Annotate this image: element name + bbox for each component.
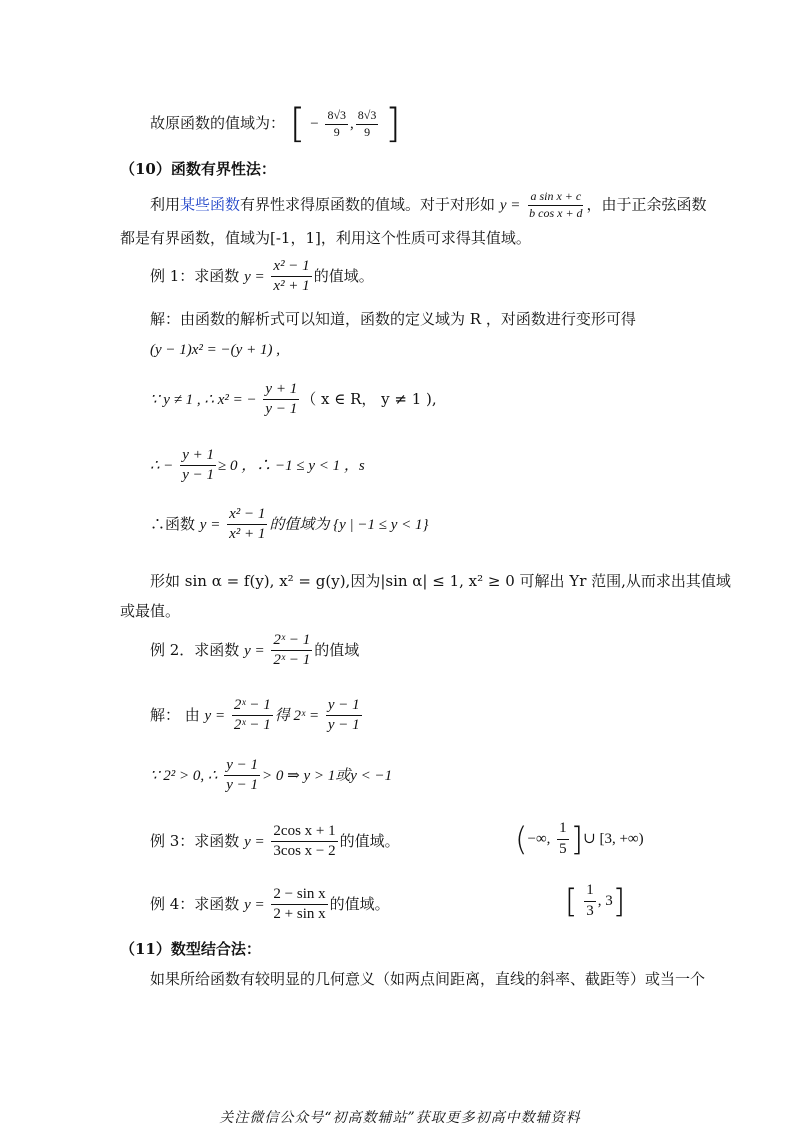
page-footer: 关注微信公众号“初高数辅站”获取更多初高中数辅资料: [219, 1110, 581, 1126]
form-note-line2: 或最值。: [120, 602, 181, 620]
example-3-answer: (−∞, $\frac{1}{5}$ ]∪ [3, +∞): [515, 820, 644, 858]
solution-1-line2: (y − 1)x² = −(y + 1) ,: [150, 342, 280, 358]
fraction: $\frac{y - 1}{y - 1}$: [226, 757, 259, 794]
fraction: $\frac{\text{x² − 1}}{\text{x² + 1}}$: [273, 258, 310, 295]
right-bracket: ]: [385, 101, 401, 147]
fraction: $\frac{\text{x² − 1}}{\text{x² + 1}}$: [229, 506, 266, 543]
fraction: $\frac{\text{2cos x + 1}}{\text{3cos x − 2}}$: [273, 823, 336, 860]
range-result-label: 故原函数的值域为：: [150, 114, 286, 132]
solution-2-line2: ∵ 2² > 0, ∴ $\frac{y - 1}{y - 1}$ > 0 ⇒ y > 1或y < −1: [150, 757, 393, 794]
solution-1-line5: ∴函数 y = $\frac{\text{x² − 1}}{\text{x² + 1}}$ 的值域为 {y | −1 ≤ y < 1}: [150, 506, 429, 543]
example-4-answer: [ $\frac{1}{3}$ , 3]: [565, 882, 626, 920]
example-4: 例 4：求函数 y = $\frac{\text{2 − sin x}}{\text{2 + sin x}}$ 的值域。: [150, 886, 390, 923]
fraction: $\frac{1}{5}$: [559, 820, 567, 857]
solution-2-line1: 解： 由 y = $\frac{\text{2ˣ − 1}}{\text{2ˣ − 1}}$ 得 2ˣ = $\frac{y - 1}{y - 1}$: [150, 697, 360, 734]
solution-1-line3: ∵ y ≠ 1 , ∴ x² = − $\frac{y + 1}{y - 1}$ （ x ∈ R， y ≠ 1 ),: [150, 381, 437, 418]
solution-1-line4: ∴ − $\frac{y + 1}{y - 1}$ ≥ 0 ，∴ −1 ≤ y < 1 ，s: [150, 447, 365, 484]
fraction: $\frac{\text{a sin x + c}}{\text{b cos x + d}}$: [529, 189, 583, 220]
example-2: 例 2．求函数 y = $\frac{\text{2ˣ − 1}}{\text{2ˣ − 1}}$ 的值域: [150, 632, 360, 669]
example-3: 例 3：求函数 y = $\frac{\text{2cos x + 1}}{\text{3cos x − 2}}$ 的值域。: [150, 823, 400, 860]
left-bracket: [: [289, 101, 306, 147]
example-1: 例 1：求函数 y = $\frac{\text{x² − 1}}{\text{x² + 1}}$ 的值域。: [150, 258, 374, 295]
section-10-title: （10）函数有界性法：: [120, 160, 276, 178]
sec10-line1: 利用某些函数有界性求得原函数的值域。对于对形如 y = $\frac{\text{a sin x + c}}{\text{b cos x + d}}$ ，由于正余弦函数: [150, 189, 707, 220]
fraction: $\frac{\text{2 − sin x}}{\text{2 + sin x}}$: [273, 886, 326, 923]
fraction: $\frac{8√3}{9}$: [327, 107, 347, 139]
sec10-line2: 都是有界函数，值域为[-1，1]，利用这个性质可求得其值域。: [120, 229, 531, 247]
fraction: $\frac{8√3}{9}$: [357, 107, 377, 139]
solution-1-line1: 解：由函数的解析式可以知道，函数的定义域为 R ，对函数进行变形可得: [150, 310, 636, 328]
fraction: $\frac{y + 1}{y - 1}$: [182, 447, 214, 484]
fraction: $\frac{y + 1}{y - 1}$: [265, 381, 298, 418]
sec11-line1: 如果所给函数有较明显的几何意义（如两点间距离，直线的斜率、截距等）或当一个: [150, 970, 706, 988]
form-note-line1: 形如 sin α = f(y), x² = g(y),因为|sin α| ≤ 1, x² ≥ 0 可解出 Yr 范围,从而求出其值域: [150, 572, 731, 590]
fraction: $\frac{1}{3}$: [586, 882, 594, 919]
fraction: $\frac{y - 1}{y - 1}$: [327, 697, 360, 734]
neg-sign: −: [310, 116, 319, 132]
keyword-link[interactable]: 某些函数: [180, 195, 241, 214]
section-11-title: （11）数型结合法：: [120, 940, 261, 958]
fraction: $\frac{\text{2ˣ − 1}}{\text{2ˣ − 1}}$: [233, 697, 271, 734]
fraction: $\frac{\text{2ˣ − 1}}{\text{2ˣ − 1}}$: [273, 632, 311, 669]
range-result-line: 故原函数的值域为： [ − $\frac{8√3}{9}$ , $\frac{8√3}{9}$ ]: [150, 101, 401, 147]
